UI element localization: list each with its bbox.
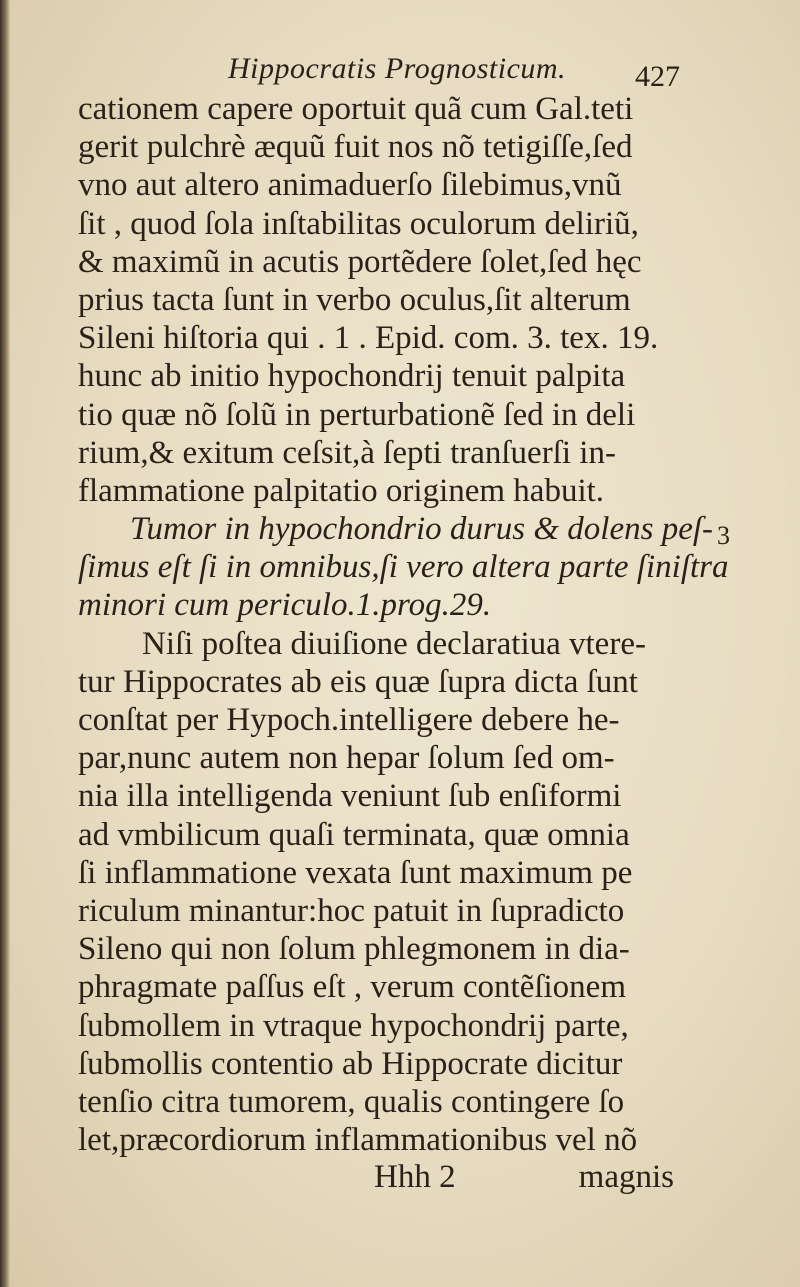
running-title: Hippocratis Prognosticum. (228, 52, 567, 85)
text-line: ſit , quod ſola inſtabilitas oculorum deliriũ, (78, 205, 639, 242)
text-line: Sileno qui non ſolum phlegmonem in dia- (78, 931, 630, 968)
text-line: ſubmollis contentio ab Hippocrate dicitur (78, 1045, 623, 1082)
text-line: tur Hippocrates ab eis quæ ſupra dicta ſunt (78, 663, 638, 700)
page-footer (78, 1155, 684, 1199)
signature-mark: Hhh 2 (374, 1159, 456, 1195)
text-line: tio quæ nõ ſolũ in perturbationẽ ſed in deli (78, 396, 636, 433)
text-line: cationem capere oportuit quã cum Gal.teti (78, 91, 634, 127)
margin-note-number: 3 (717, 521, 730, 550)
aphorism-line: minori cum periculo.1.prog.29. (78, 587, 492, 624)
text-line: hunc ab initio hypochondrij tenuit palpita (78, 358, 626, 395)
text-line: conſtat per Hypoch.intelligere debere he- (78, 702, 620, 738)
body-text (78, 90, 729, 1159)
text-line: rium,& exitum ceſsit,à ſepti tranſuerſi in- (78, 434, 616, 471)
text-line: let,præcordiorum inflammationibus vel nõ (78, 1122, 638, 1159)
text-line: phragmate paſſus eſt , verum contẽſionem (78, 969, 626, 1006)
text-line: & maximũ in acutis portẽdere ſolet,ſed hęc (78, 243, 642, 280)
text-line: riculum minantur:hoc patuit in ſupradicto (78, 892, 625, 929)
text-line: gerit pulchrè æquũ fuit nos nõ tetigiſſe,ſed (78, 129, 633, 166)
text-line: ad vmbilicum quaſi terminata, quæ omnia (78, 816, 630, 853)
text-line: ſubmollem in vtraque hypochondrij parte, (78, 1007, 629, 1044)
catchword: magnis (578, 1159, 674, 1195)
aphorism-line: ſimus eſt ſi in omnibus,ſi vero altera parte ſiniſtra (78, 549, 729, 586)
page-number: 427 (635, 60, 680, 93)
text-line: ſi inflammatione vexata ſunt maximum pe (78, 854, 633, 891)
text-line: Sileni hiſtoria qui . 1 . Epid. com. 3. tex. 19. (78, 320, 659, 357)
text-line: tenſio citra tumorem, qualis contingere ſo (78, 1083, 625, 1120)
page-gutter-shadow (0, 0, 10, 1287)
text-line: flammatione palpitatio originem habuit. (78, 472, 605, 509)
text-line: par,nunc autem non hepar ſolum ſed om- (78, 740, 615, 777)
aphorism-line: Tumor in hypochondrio durus & dolens peſ- (130, 511, 713, 548)
text-line: prius tacta ſunt in verbo oculus,ſit alterum (78, 281, 631, 318)
text-line: Niſi poſtea diuiſione declaratiua vtere- (142, 625, 646, 662)
text-line: nia illa intelligenda veniunt ſub enſiformi (78, 778, 622, 815)
text-line: vno aut altero animaduerſo ſilebimus,vnũ (78, 167, 622, 204)
